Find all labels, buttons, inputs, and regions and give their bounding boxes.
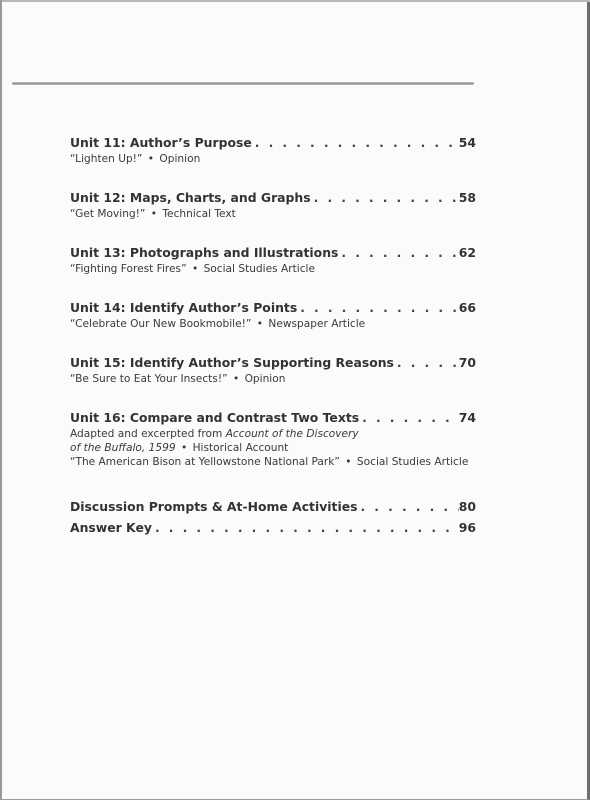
toc-entry-unit-14 — [70, 299, 476, 331]
selection-title: “Be Sure to Eat Your Insects!” — [70, 373, 228, 385]
page-number: 96 — [458, 520, 476, 535]
entry-title: Answer Key — [70, 520, 152, 535]
excerpt-source-title-part-2: of the Buffalo, 1599 — [70, 442, 176, 454]
dot-leader — [338, 244, 458, 262]
toc-entry-discussion — [70, 496, 476, 517]
selection-genre: Social Studies Article — [356, 456, 469, 468]
dot-leader — [297, 299, 459, 317]
dot-leader — [359, 409, 459, 427]
selection-title: “Fighting Forest Fires” — [70, 263, 187, 275]
unit-heading-line — [70, 299, 476, 317]
unit-heading-line — [70, 354, 476, 372]
dot-leader — [357, 496, 458, 517]
bullet-separator: • — [345, 456, 352, 468]
unit-title: Unit 13: Photographs and Illustrations — [70, 245, 339, 260]
unit-selection-line — [70, 207, 476, 221]
unit-selection-line — [70, 262, 476, 276]
unit-title: Unit 12: Maps, Charts, and Graphs — [70, 190, 311, 205]
dot-leader — [152, 517, 459, 538]
excerpt-prefix: Adapted and excerpted from — [70, 428, 226, 440]
unit-heading-line — [70, 409, 476, 427]
unit-title: Unit 11: Author’s Purpose — [70, 135, 252, 150]
selection-genre: Newspaper Article — [268, 318, 366, 330]
toc-entry-unit-15 — [70, 354, 476, 386]
page-number: 80 — [458, 499, 476, 514]
unit-heading-line — [70, 244, 476, 262]
toc-entry-unit-13 — [70, 244, 476, 276]
selection-genre: Opinion — [159, 153, 201, 165]
selection-title: “Celebrate Our New Bookmobile!” — [70, 318, 252, 330]
selection-genre: Social Studies Article — [203, 263, 315, 275]
toc-entry-unit-12 — [70, 189, 476, 221]
entry-title: Discussion Prompts & At-Home Activities — [70, 499, 358, 514]
excerpt-source-title-part-1: Account of the Discovery — [225, 428, 359, 440]
unit-selection-line — [70, 317, 476, 331]
toc-entry-unit-16 — [70, 409, 476, 469]
unit-title: Unit 16: Compare and Contrast Two Texts — [70, 410, 360, 425]
unit-title: Unit 15: Identify Author’s Supporting Reasons — [70, 355, 394, 370]
unit-selection-line-2 — [70, 441, 476, 455]
table-of-contents — [70, 134, 476, 538]
dot-leader — [252, 134, 459, 152]
unit-selection-line — [70, 372, 476, 386]
closing-entries — [70, 496, 476, 538]
page-number: 66 — [458, 300, 476, 315]
page-number: 74 — [458, 410, 476, 425]
horizontal-rule — [12, 82, 474, 85]
page-number: 54 — [458, 135, 476, 150]
selection-genre: Technical Text — [162, 208, 236, 220]
unit-selection-line-1 — [70, 427, 476, 441]
unit-selection-line-3 — [70, 455, 476, 469]
page-number: 62 — [458, 245, 476, 260]
dot-leader — [394, 354, 459, 372]
bullet-separator: • — [150, 208, 157, 220]
page-top-edge — [2, 0, 590, 2]
page-number: 70 — [458, 355, 476, 370]
selection-title: “Lighten Up!” — [70, 153, 143, 165]
bullet-separator: • — [256, 318, 264, 330]
bullet-separator: • — [147, 153, 155, 165]
unit-heading-line — [70, 134, 476, 152]
page-number: 58 — [458, 190, 476, 205]
selection-title: “Get Moving!” — [70, 208, 146, 220]
selection-genre: Opinion — [244, 373, 286, 385]
unit-selection-line — [70, 152, 476, 166]
bullet-separator: • — [180, 442, 188, 454]
selection-title: “The American Bison at Yellowstone National Park” — [70, 456, 340, 468]
toc-entry-unit-11 — [70, 134, 476, 166]
unit-title: Unit 14: Identify Author’s Points — [70, 300, 298, 315]
toc-entry-answer-key — [70, 517, 476, 538]
selection-genre: Historical Account — [192, 442, 289, 454]
bullet-separator: • — [191, 263, 199, 275]
dot-leader — [311, 189, 459, 207]
unit-heading-line — [70, 189, 476, 207]
bullet-separator: • — [232, 373, 240, 385]
